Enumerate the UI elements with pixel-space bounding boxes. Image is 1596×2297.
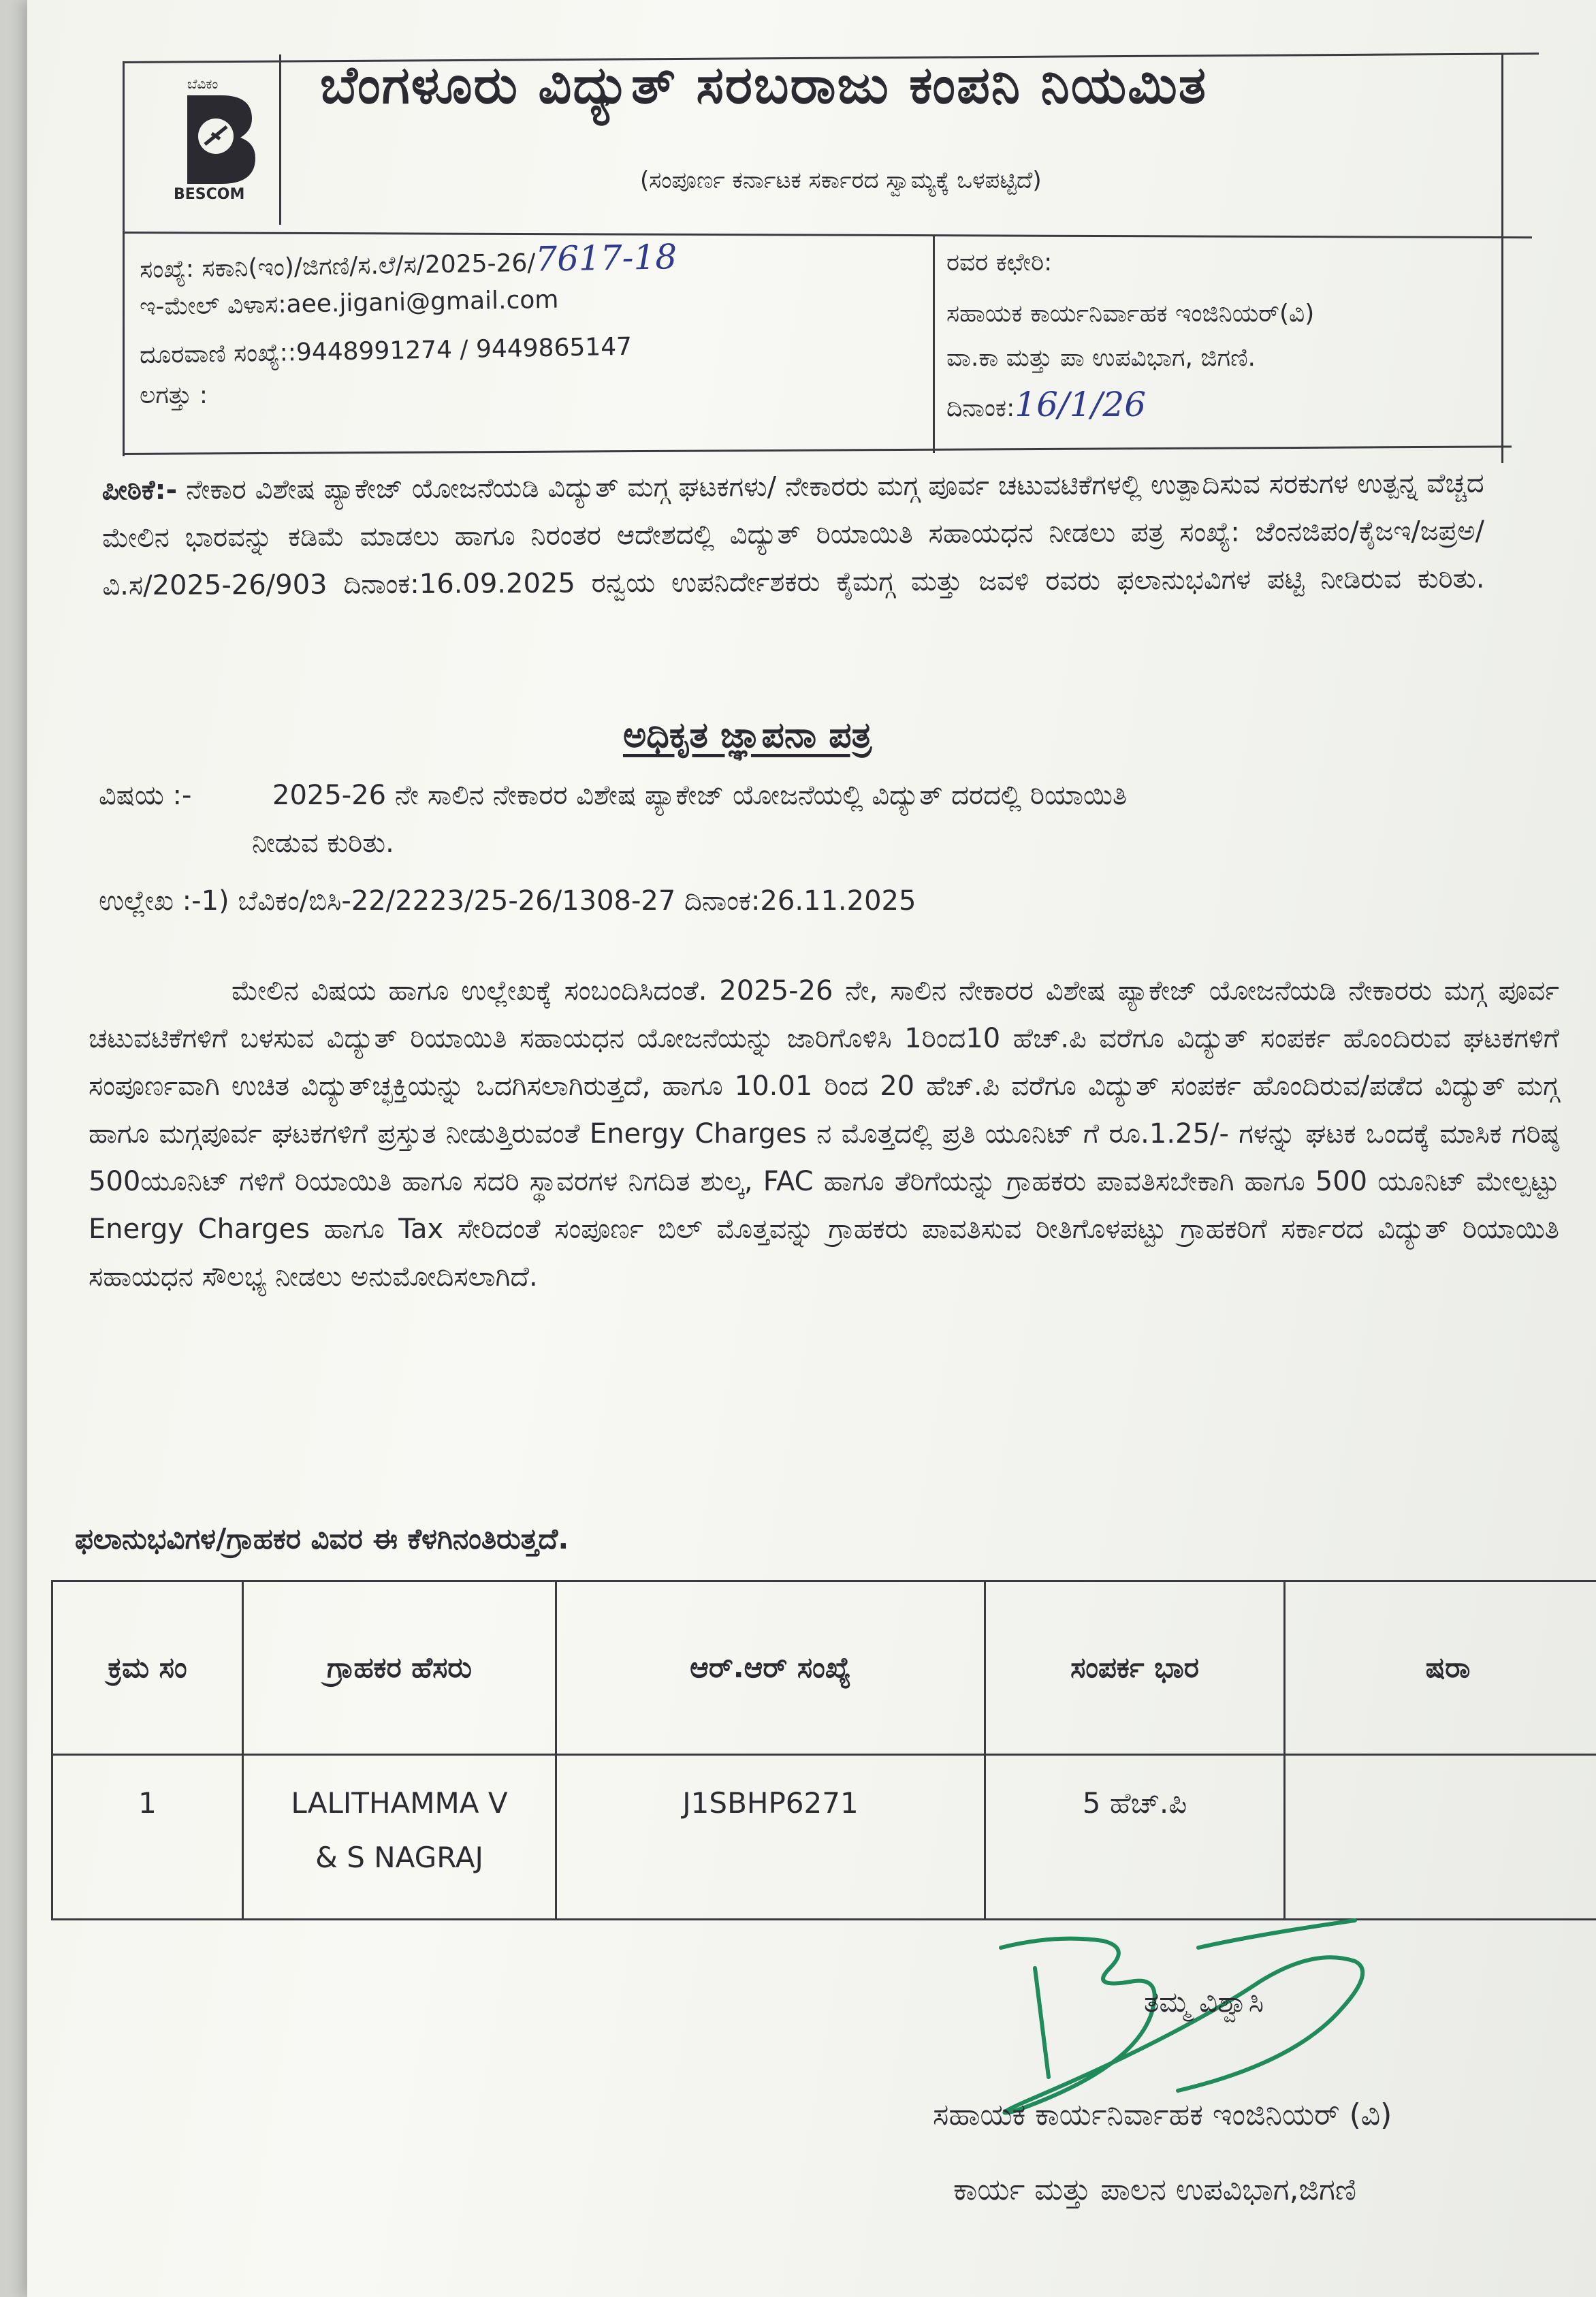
- email-address: ಇ-ಮೇಲ್ ವಿಳಾಸ:aee.jigani@gmail.com: [139, 285, 559, 321]
- header-customer-name: ಗ್ರಾಹಕರ ಹೆಸರು: [243, 1581, 556, 1755]
- subject-label: ವಿಷಯ :-: [99, 780, 192, 811]
- cell-customer-name: LALITHAMMA V & S NAGRAJ: [243, 1755, 556, 1920]
- header-remarks: ಷರಾ: [1285, 1581, 1596, 1755]
- organization-name: ಬೆಂಗಳೂರು ವಿದ್ಯುತ್ ಸರಬರಾಜು ಕಂಪನಿ ನಿಯಮಿತ: [320, 54, 1208, 115]
- table-header-row: [52, 1581, 1596, 1755]
- reference-number: ಸಂಖ್ಯೆ: ಸಕಾನಿ(ಇಂ)/ಜಿಗಣಿ/ಸ.ಲೆ/ಸ/2025-26/7617-18: [139, 237, 677, 284]
- cell-remarks: [1285, 1755, 1596, 1920]
- organization-subtitle: (ಸಂಪೂರ್ಣ ಕರ್ನಾಟಕ ಸರ್ಕಾರದ ಸ್ವಾಮ್ಯಕ್ಕೆ ಒಳಪಟ್ಟಿದೆ): [640, 167, 1042, 194]
- office-label: ರವರ ಕಛೇರಿ:: [946, 249, 1053, 276]
- subject-line-2: ನೀಡುವ ಕುರಿತು.: [252, 827, 394, 859]
- yours-faithfully: ತಮ್ಮ ವಿಶ್ವಾಸಿ: [1144, 1985, 1264, 2018]
- header-sl-no: ಕ್ರಮ ಸಂ: [52, 1581, 243, 1755]
- enclosure-label: ಲಗತ್ತು :: [140, 381, 208, 409]
- designation-line-2: ಕಾರ್ಯ ಮತ್ತು ಪಾಲನ ಉಪವಿಭಾಗ,ಜಿಗಣಿ: [953, 2172, 1357, 2207]
- cell-connected-load: 5 ಹೆಚ್.ಪಿ: [985, 1755, 1285, 1920]
- reference-line: ಉಲ್ಲೇಖ :-1) ಬೆವಿಕಂ/ಬಿಸಿ-22/2223/25-26/1308-27 ದಿನಾಂಕ:26.11.2025: [99, 885, 916, 917]
- office-line-1: ಸಹಾಯಕ ಕಾರ್ಯನಿರ್ವಾಹಕ ಇಂಜಿನಿಯರ್(ವಿ): [946, 300, 1315, 328]
- beneficiary-table: [51, 1580, 1596, 1920]
- header-rr-number: ಆರ್.ಆರ್ ಸಂಖ್ಯೆ: [556, 1581, 985, 1755]
- header-connected-load: ಸಂಪರ್ಕ ಭಾರ: [985, 1581, 1285, 1755]
- table-intro: ಫಲಾನುಭವಿಗಳ/ಗ್ರಾಹಕರ ವಿವರ ಈ ಕೆಳಗಿನಂತಿರುತ್ತದೆ.: [75, 1522, 569, 1555]
- letter-page: [27, 0, 1596, 2297]
- preamble: ಪೀಠಿಕೆ:- ನೇಕಾರ ವಿಶೇಷ ಪ್ಯಾಕೇಜ್ ಯೋಜನೆಯಡಿ ವಿದ್ಯುತ್ ಮಗ್ಗ ಘಟಕಗಳು/ ನೇಕಾರರು ಮಗ್ಗ ಪೂರ್ವ ಚಟುವಟಿಕೆಗಳಲ್ಲಿ ಉತ್ಪಾದಿಸುವ ಸರಕುಗಳ ಉತ್ಪನ್ನ ವೆಚ್ಚದ ಮೇಲಿನ ಭಾರವನ್ನು ಕಡಿಮೆ ಮಾಡಲು ಹಾಗೂ ನಿರಂತರ ಆದೇಶದಲ್ಲಿ ವಿದ್ಯುತ್ ರಿಯಾಯಿತಿ ಸಹಾಯಧನ ನೀಡಲು ಪತ್ರ ಸಂಖ್ಯೆ: ಜೆಂನಜಿಪಂ/ಕೈಜಇ/ಜಪ್ರಅ/ವಿ.ಸ/2025-26/903 ದಿನಾಂಕ:16.09.2025 ರನ್ವಯ ಉಪನಿರ್ದೇಶಕರು ಕೈಮಗ್ಗ ಮತ್ತು ಜವಳಿ ರವರು ಫಲಾನುಭವಿಗಳ ಪಟ್ಟಿ ನೀಡಿರುವ ಕುರಿತು.: [101, 467, 1485, 602]
- svg-text:ಬೆವಿಕಂ: ಬೆವಿಕಂ: [187, 76, 219, 92]
- handwritten-ref: 7617-18: [534, 237, 677, 279]
- date-field: ದಿನಾಂಕ:16/1/26: [946, 385, 1147, 424]
- cell-sl-no: 1: [52, 1755, 243, 1920]
- subject-line-1: 2025-26 ನೇ ಸಾಲಿನ ನೇಕಾರರ ವಿಶೇಷ ಪ್ಯಾಕೇಜ್ ಯೋಜನೆಯಲ್ಲಿ ವಿದ್ಯುತ್ ದರದಲ್ಲಿ ರಿಯಾಯಿತಿ: [272, 780, 1128, 811]
- handwritten-date: 16/1/26: [1015, 385, 1147, 424]
- svg-text:BESCOM: BESCOM: [174, 186, 245, 203]
- cell-rr-number: J1SBHP6271: [556, 1755, 985, 1920]
- document-title: ಅಧಿಕೃತ ಜ್ಞಾಪನಾ ಪತ್ರ: [623, 715, 872, 756]
- designation-line-1: ಸಹಾಯಕ ಕಾರ್ಯನಿರ್ವಾಹಕ ಇಂಜಿನಿಯರ್ (ವಿ): [933, 2097, 1392, 2132]
- phone-numbers: ದೂರವಾಣಿ ಸಂಖ್ಯೆ::9448991274 / 9449865147: [139, 332, 633, 370]
- preamble-label: ಪೀಠಿಕೆ:-: [101, 474, 178, 507]
- office-line-2: ವಾ.ಕಾ ಮತ್ತು ಪಾ ಉಪವಿಭಾಗ, ಜಿಗಣಿ.: [946, 344, 1256, 372]
- body-paragraph: ಮೇಲಿನ ವಿಷಯ ಹಾಗೂ ಉಲ್ಲೇಖಕ್ಕೆ ಸಂಬಂದಿಸಿದಂತೆ. 2025-26 ನೇ, ಸಾಲಿನ ನೇಕಾರರ ವಿಶೇಷ ಪ್ಯಾಕೇಜ್ ಯೋಜನೆಯಡಿ ನೇಕಾರರು ಮಗ್ಗ ಪೂರ್ವ ಚಟುವಟಿಕೆಗಳಿಗೆ ಬಳಸುವ ವಿದ್ಯುತ್ ರಿಯಾಯಿತಿ ಸಹಾಯಧನ ಯೋಜನೆಯನ್ನು ಜಾರಿಗೊಳಿಸಿ 1ರಿಂದ10 ಹೆಚ್.ಪಿ ವರೆಗೂ ವಿದ್ಯುತ್ ಸಂಪರ್ಕ ಹೊಂದಿರುವ ಘಟಕಗಳಿಗೆ ಸಂಪೂರ್ಣವಾಗಿ ಉಚಿತ ವಿದ್ಯುತ್‌ಚ್ಛಕ್ತಿಯನ್ನು ಒದಗಿಸಲಾಗಿರುತ್ತದೆ, ಹಾಗೂ 10.01 ರಿಂದ 20 ಹೆಚ್.ಪಿ ವರೆಗೂ ವಿದ್ಯುತ್ ಸಂಪರ್ಕ ಹೊಂದಿರುವ/ಪಡೆದ ವಿದ್ಯುತ್ ಮಗ್ಗ ಹಾಗೂ ಮಗ್ಗಪೂರ್ವ ಘಟಕಗಳಿಗೆ ಪ್ರಸ್ತುತ ನೀಡುತ್ತಿರುವಂತೆ Energy Charges ನ ಮೊತ್ತದಲ್ಲಿ ಪ್ರತಿ ಯೂನಿಟ್ ಗೆ ರೂ.1.25/- ಗಳನ್ನು ಘಟಕ ಒಂದಕ್ಕೆ ಮಾಸಿಕ ಗರಿಷ್ಠ 500ಯೂನಿಟ್ ಗಳಿಗೆ ರಿಯಾಯಿತಿ ಹಾಗೂ ಸದರಿ ಸ್ಥಾವರಗಳ ನಿಗದಿತ ಶುಲ್ಕ, FAC ಹಾಗೂ ತೆರಿಗೆಯನ್ನು ಗ್ರಾಹಕರು ಪಾವತಿಸಬೇಕಾಗಿ ಹಾಗೂ 500 ಯೂನಿಟ್ ಮೇಲ್ಪಟ್ಟು Energy Charges ಹಾಗೂ Tax ಸೇರಿದಂತೆ ಸಂಪೂರ್ಣ ಬಿಲ್ ಮೊತ್ತವನ್ನು ಗ್ರಾಹಕರು ಪಾವತಿಸುವ ರೀತಿಗೊಳಪಟ್ಟು ಗ್ರಾಹಕರಿಗೆ ಸರ್ಕಾರದ ವಿದ್ಯುತ್ ರಿಯಾಯಿತಿ ಸಹಾಯಧನ ಸೌಲಭ್ಯ ನೀಡಲು ಅನುಮೋದಿಸಲಾಗಿದೆ.: [89, 975, 1559, 1293]
- table-row: [52, 1755, 1596, 1920]
- bescom-logo: [167, 68, 266, 204]
